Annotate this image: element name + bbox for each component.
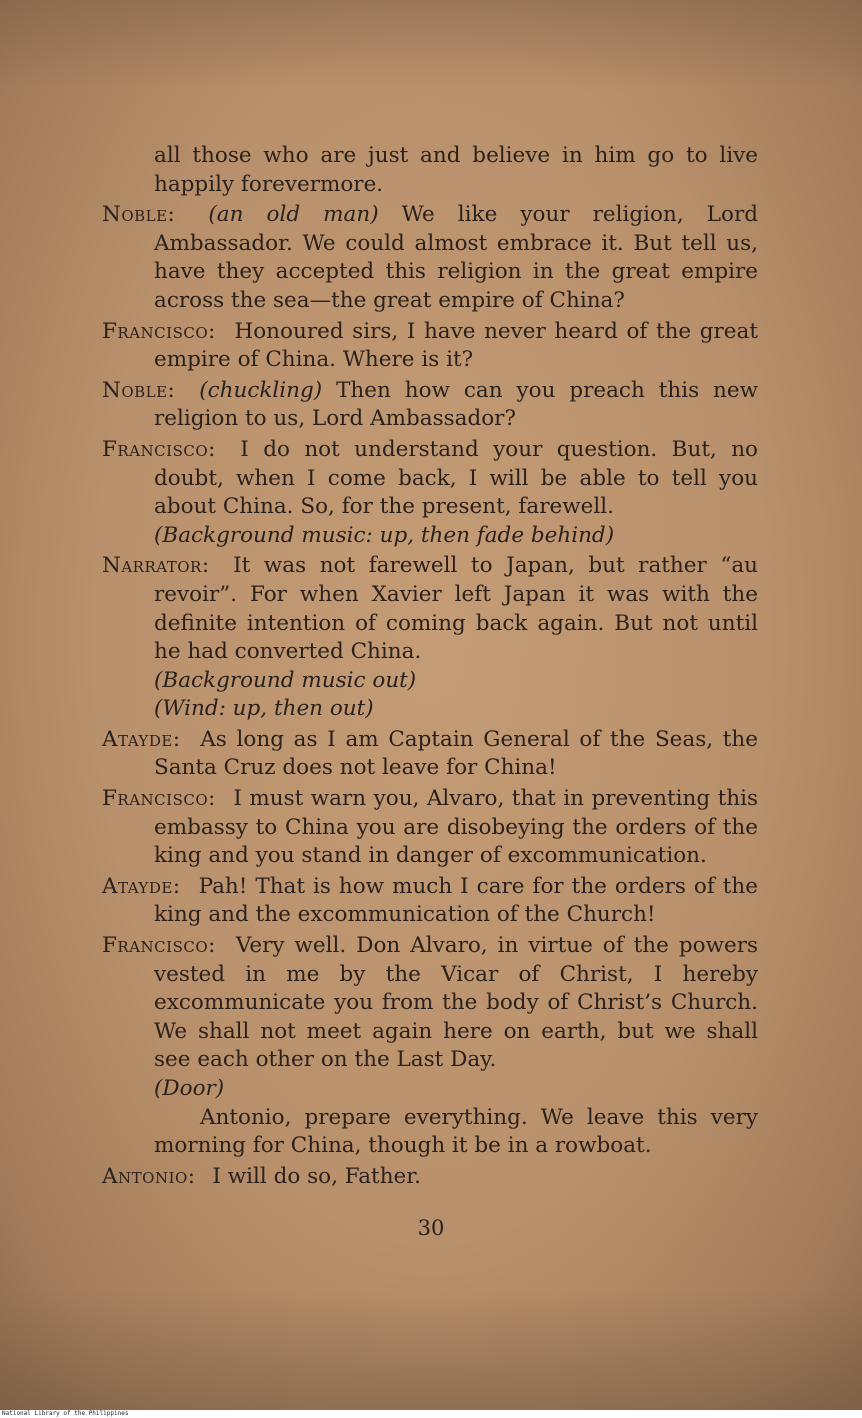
- speaker-francisco: Francisco:: [102, 436, 216, 462]
- speaker-antonio: Antonio:: [102, 1163, 196, 1189]
- dialogue-text: Then how can you preach this new religion to us, Lord Ambassador?: [154, 377, 758, 432]
- dialogue-noble-1: [102, 201, 758, 315]
- stage-direction: (Wind: up, then out): [154, 696, 374, 722]
- speaker-noble: Noble:: [102, 202, 176, 228]
- dialogue-text: As long as I am Captain General of the Seas, the Santa Cruz does not leave for China!: [154, 726, 758, 781]
- dialogue-text: I do not understand your question. But, no doubt, when I come back, I will be able to tell you about China. So, for the present, farewell.: [154, 436, 758, 520]
- dialogue-francisco-3: [102, 785, 758, 871]
- dialogue-text: I will do so, Father.: [212, 1163, 422, 1189]
- dialogue-text: Pah! That is how much I care for the orders of the king and the excommunication of the Church!: [154, 873, 758, 928]
- dialogue-francisco-1: [102, 318, 758, 375]
- speaker-atayde: Atayde:: [102, 873, 181, 899]
- dialogue-francisco-2: [102, 436, 758, 522]
- stage-direction: (Door): [154, 1076, 225, 1101]
- dialogue-narrator: [102, 552, 758, 666]
- dialogue-text: I must warn you, Alvaro, that in preventing this embassy to China you are disobeying the orders of the king and you stand in danger of excommunication.: [154, 786, 758, 869]
- page-body: [102, 142, 758, 1191]
- footer-bar: [0, 1410, 862, 1418]
- line-continuation: all those who are just and believe in him go to live happily forevermore.: [154, 143, 758, 197]
- speaker-francisco: Francisco:: [102, 786, 216, 812]
- dialogue-text: It was not farewell to Japan, but rather “au revoir”. For when Xavier left Japan it was with the definite intention of coming back again. But not until he had converted China.: [154, 553, 758, 665]
- dialogue-francisco-4: [102, 932, 758, 1075]
- stage-direction: (Background music out): [154, 667, 417, 693]
- dialogue-atayde-2: [102, 873, 758, 930]
- dialogue-text: We like your religion, Lord Ambassador. We could almost embrace it. But tell us, have they accepted this religion in the great empire across the sea—the great empire of China?: [154, 202, 759, 313]
- speaker-atayde: Atayde:: [102, 726, 181, 752]
- stage-direction: (an old man): [208, 202, 379, 228]
- footer-credit: National Library of the Philippines: [2, 1410, 129, 1417]
- speaker-francisco: Francisco:: [102, 318, 216, 344]
- page-number: 30: [417, 1216, 445, 1240]
- dialogue-text: Antonio, prepare everything. We leave this very morning for China, though it be in a rowboat.: [154, 1104, 758, 1159]
- speaker-noble: Noble:: [102, 377, 176, 403]
- speaker-francisco: Francisco:: [102, 933, 216, 959]
- dialogue-noble-2: [102, 377, 758, 434]
- stage-direction: (chuckling): [199, 377, 323, 403]
- speaker-narrator: Narrator:: [102, 553, 210, 579]
- dialogue-atayde-1: [102, 726, 758, 783]
- dialogue-antonio: [102, 1163, 758, 1192]
- stage-direction: (Background music: up, then fade behind): [154, 522, 615, 548]
- dialogue-text: Very well. Don Alvaro, in virtue of the powers vested in me by the Vicar of Christ, I hereby excommunicate you from the body of Christ’s Church. We shall not meet again here on earth, but we shall see each other on the Last Day.: [154, 933, 759, 1073]
- dialogue-text: Honoured sirs, I have never heard of the great empire of China. Where is it?: [154, 318, 758, 373]
